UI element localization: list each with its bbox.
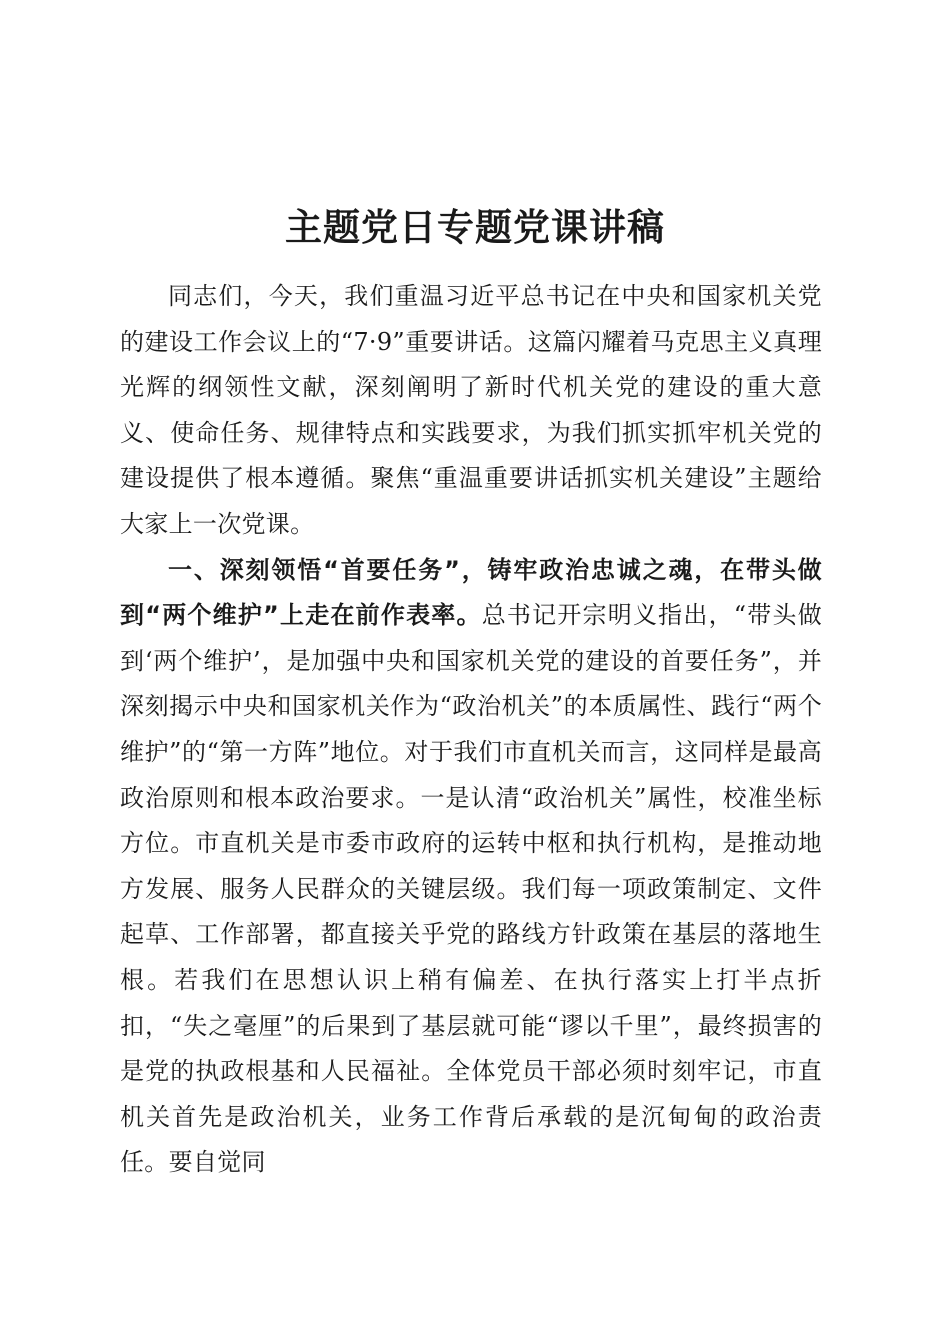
section-one-paragraph (120, 548, 822, 1186)
document-body (120, 274, 822, 1186)
intro-paragraph-text: 同志们，今天，我们重温习近平总书记在中央和国家机关党的建设工作会议上的“7·9”重要讲话。这篇闪耀着马克思主义真理光辉的纲领性文献，深刻阐明了新时代机关党的建设的重大意义、使命任务、规律特点和实践要求，为我们抓实抓牢机关党的建设提供了根本遵循。聚焦“重温重要讲话抓实机关建设”主题给大家上一次党课。 (120, 282, 822, 538)
section-one-text: 总书记开宗明义指出，“带头做到‘两个维护’，是加强中央和国家机关党的建设的首要任务”，并深刻揭示中央和国家机关作为“政治机关”的本质属性、践行“两个维护”的“第一方阵”地位。对于我们市直机关而言，这同样是最高政治原则和根本政治要求。一是认清“政治机关”属性，校准坐标方位。市直机关是市委市政府的运转中枢和执行机构，是推动地方发展、服务人民群众的关键层级。我们每一项政策制定、文件起草、工作部署，都直接关乎党的路线方针政策在基层的落地生根。若我们在思想认识上稍有偏差、在执行落实上打半点折扣，“失之毫厘”的后果到了基层就可能“谬以千里”，最终损害的是党的执政根基和人民福祉。全体党员干部必须时刻牢记，市直机关首先是政治机关，业务工作背后承载的是沉甸甸的政治责任。要自觉同 (120, 601, 823, 1177)
section-one-heading: 一、深刻领悟“首要任务”，铸牢政治忠诚之魂，在带头做到“两个维护”上走在前作表率。 (120, 555, 822, 630)
intro-paragraph (120, 274, 822, 548)
document-title: 主题党日专题党课讲稿 (285, 204, 665, 249)
